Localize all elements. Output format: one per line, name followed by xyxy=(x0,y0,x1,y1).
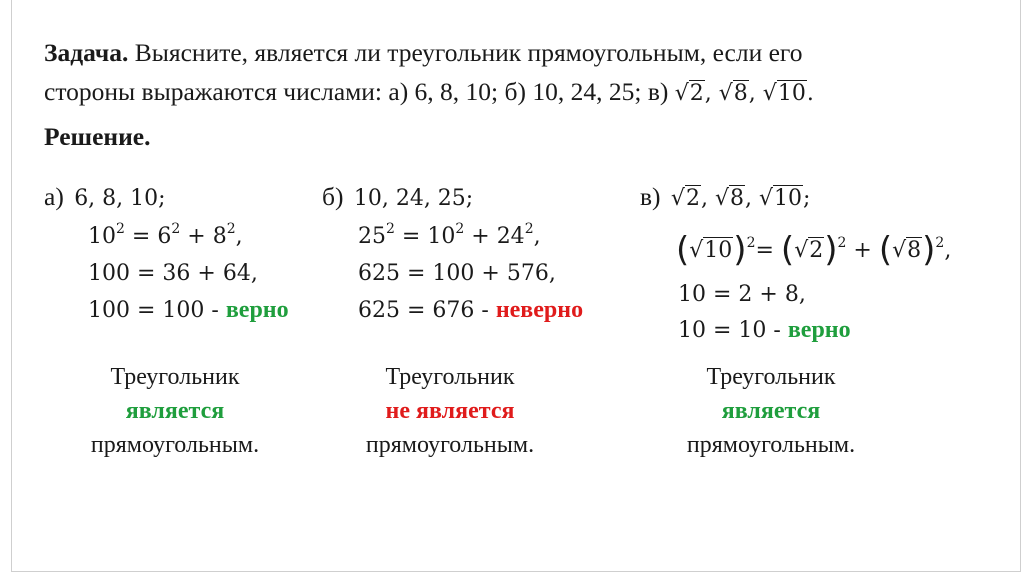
task-root-2: 8 xyxy=(733,81,748,106)
task-line-2 xyxy=(44,71,814,114)
part-c-verdict: верно xyxy=(787,317,851,343)
part-a-eq3-text: 100 = 100 - xyxy=(88,298,226,323)
part-a-eq1-b: 6 xyxy=(157,224,172,249)
task-text-2: стороны выражаются числами: а) 6, 8, 10; б) 10, 24, 25; в) xyxy=(44,77,675,106)
part-a-header xyxy=(44,182,166,212)
task-root-1: 2 xyxy=(689,81,704,106)
part-b-eq3-text: 625 = 676 - xyxy=(358,298,496,323)
part-c-concl-2: является xyxy=(721,398,821,424)
part-c-eq1-r3: 8 xyxy=(907,238,922,263)
part-b-concl-2: не является xyxy=(385,398,515,424)
part-c-label: в) xyxy=(640,182,661,211)
task-roots: √2, √8, √10. xyxy=(674,81,814,106)
part-a-concl-3: прямоугольным. xyxy=(90,432,260,458)
part-b-eq1-c: 24 xyxy=(496,224,525,249)
part-b-eq1-a: 25 xyxy=(358,224,386,249)
part-b-eq1: $25^2 = 10^2 + 24^2$, xyxy=(358,221,541,249)
part-a-eq2: 100 = 36 + 64, xyxy=(88,261,258,286)
part-b-eq1-b: 10 xyxy=(427,224,456,249)
part-c-eq3 xyxy=(678,317,851,344)
solution-heading: Решение. xyxy=(44,122,151,151)
part-c-concl-3: прямоугольным. xyxy=(686,432,856,458)
part-a-eq3 xyxy=(88,297,289,324)
part-c-concl-1: Треугольник xyxy=(706,364,836,390)
part-a-sides: 6, 8, 10; xyxy=(74,186,166,211)
part-a-eq1-c: 8 xyxy=(212,224,227,249)
part-b-sides: 10, 24, 25; xyxy=(353,186,474,211)
part-c-eq3-text: 10 = 10 - xyxy=(678,318,788,343)
part-a-label: а) xyxy=(44,182,64,211)
part-c-root-1: 2 xyxy=(685,186,700,211)
part-c-root-2: 8 xyxy=(729,186,744,211)
part-b-concl-1: Треугольник xyxy=(385,364,515,390)
part-b-header xyxy=(322,182,473,212)
part-c-eq1-r2: 2 xyxy=(809,238,824,263)
part-a-concl-1: Треугольник xyxy=(110,364,240,390)
part-b-eq3 xyxy=(358,297,583,324)
part-a-concl-2: является xyxy=(125,398,225,424)
task-line-1 xyxy=(44,32,803,73)
part-a-verdict: верно xyxy=(225,297,289,323)
part-c-roots: √2, √8, √10; xyxy=(670,186,811,211)
part-c-root-3: 10 xyxy=(774,186,803,211)
part-c-eq1: $(√10)^2= (√2)^2 + (√8)^2$, xyxy=(676,230,952,270)
part-b-verdict: неверно xyxy=(495,297,584,323)
part-c-conclusion xyxy=(656,360,886,462)
task-text-1: Выясните, является ли треугольник прямоугольным, если его xyxy=(134,38,803,67)
part-b-concl-3: прямоугольным. xyxy=(365,432,535,458)
part-c-header xyxy=(640,182,810,212)
part-a-conclusion xyxy=(60,360,290,462)
part-b-label: б) xyxy=(322,182,344,211)
part-a-eq1: $10^2 = 6^2 + 8^2$, xyxy=(88,221,243,249)
part-b-eq2: 625 = 100 + 576, xyxy=(358,261,556,286)
task-root-3: 10 xyxy=(777,81,806,106)
part-c-eq1-r1: 10 xyxy=(704,238,733,263)
task-label: Задача. xyxy=(44,38,129,67)
part-c-eq2: 10 = 2 + 8, xyxy=(678,282,806,307)
part-a-eq1-a: 10 xyxy=(88,224,116,249)
part-b-conclusion xyxy=(335,360,565,462)
